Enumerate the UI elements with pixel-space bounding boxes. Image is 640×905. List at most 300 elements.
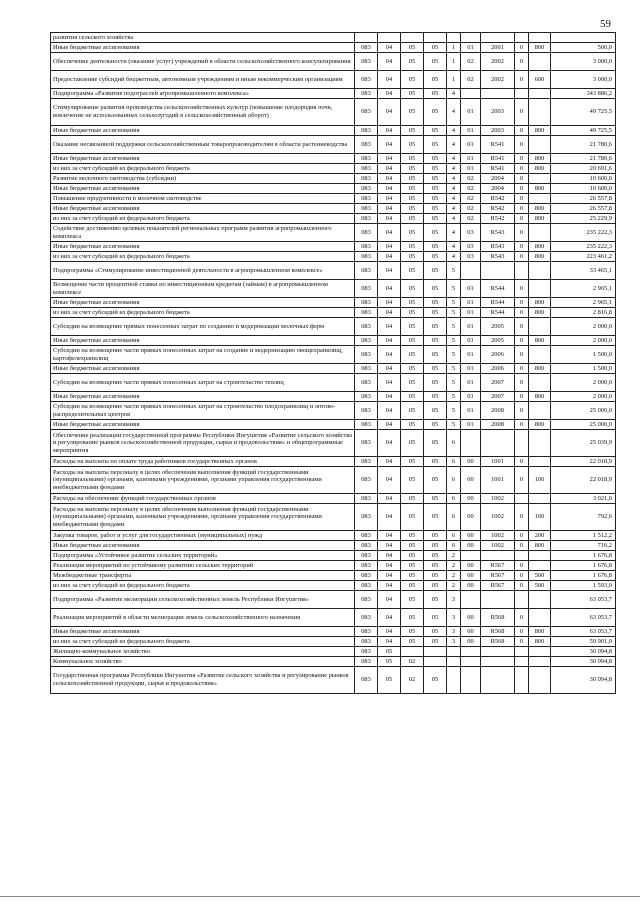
program-code [424, 33, 447, 43]
sub-expense-code [515, 494, 529, 504]
sub-expense-code: 0 [515, 609, 529, 627]
direction-code: 01 [461, 402, 481, 420]
ministry-code: 083 [355, 591, 378, 609]
amount: 2 000,0 [551, 374, 616, 392]
subsection-code: 02 [401, 657, 424, 667]
amount: 63 053,7 [551, 609, 616, 627]
program-code: 05 [424, 609, 447, 627]
subprogram-code: 6 [447, 430, 461, 457]
subsection-code: 05 [401, 224, 424, 242]
program-code: 05 [424, 242, 447, 252]
direction-code: 01 [461, 364, 481, 374]
ministry-code: 083 [355, 184, 378, 194]
row-name: Реализация мероприятий в области мелиорации земель сельскохозяйственного назначения [51, 609, 355, 627]
program-code: 05 [424, 53, 447, 71]
expense-code [481, 262, 515, 280]
table-row [51, 242, 616, 252]
row-name: Государственная программа Республики Ингушетия «Развитие сельского хозяйства и регулирование рынков сельскохозяйственной продукции, сырья и продовольствия» [51, 667, 355, 694]
ministry-code: 083 [355, 318, 378, 336]
expense-type-code [529, 457, 551, 467]
amount: 20 691,6 [551, 164, 616, 174]
row-name: Предоставление субсидий бюджетным, автономным учреждениям и иным некоммерческим организациям [51, 71, 355, 89]
sub-expense-code: 0 [515, 364, 529, 374]
table-row [51, 591, 616, 609]
amount: 792,6 [551, 504, 616, 531]
amount: 26 557,8 [551, 194, 616, 204]
ministry-code: 083 [355, 374, 378, 392]
expense-type-code [529, 318, 551, 336]
expense-type-code [529, 280, 551, 298]
section-code: 04 [378, 184, 401, 194]
direction-code: 01 [461, 318, 481, 336]
program-code: 05 [424, 154, 447, 164]
section-code: 05 [378, 647, 401, 657]
subprogram-code: 1 [447, 43, 461, 53]
row-name: Реализация мероприятий по устойчивому развитию сельских территорий [51, 561, 355, 571]
amount: 500,0 [551, 43, 616, 53]
section-code: 04 [378, 571, 401, 581]
row-name: Оказание несвязанной поддержки сельскохозяйственным товаропроизводителям в области растениеводства [51, 136, 355, 154]
subsection-code: 05 [401, 99, 424, 126]
expense-type-code: 100 [529, 504, 551, 531]
direction-code: 02 [461, 204, 481, 214]
program-code: 05 [424, 184, 447, 194]
sub-expense-code [515, 657, 529, 667]
expense-code [481, 89, 515, 99]
program-code [424, 647, 447, 657]
direction-code: 00 [461, 541, 481, 551]
table-row [51, 467, 616, 494]
section-code [378, 33, 401, 43]
table-row [51, 609, 616, 627]
ministry-code: 083 [355, 467, 378, 494]
subsection-code: 05 [401, 504, 424, 531]
row-name: Иные бюджетные ассигнования [51, 184, 355, 194]
expense-code: 2007 [481, 392, 515, 402]
subprogram-code: 4 [447, 89, 461, 99]
expense-type-code [529, 374, 551, 392]
program-code: 05 [424, 430, 447, 457]
amount: 235 222,3 [551, 242, 616, 252]
expense-type-code [529, 657, 551, 667]
row-name: из них за счет субсидий из федерального бюджета [51, 637, 355, 647]
table-row [51, 657, 616, 667]
subsection-code: 05 [401, 252, 424, 262]
section-code: 04 [378, 504, 401, 531]
ministry-code: 083 [355, 99, 378, 126]
section-code: 04 [378, 541, 401, 551]
amount: 3 000,0 [551, 71, 616, 89]
sub-expense-code: 0 [515, 126, 529, 136]
ministry-code: 083 [355, 561, 378, 571]
ministry-code: 083 [355, 504, 378, 531]
table-row [51, 154, 616, 164]
sub-expense-code: 0 [515, 204, 529, 214]
program-code: 05 [424, 71, 447, 89]
subprogram-code: 3 [447, 609, 461, 627]
section-code: 04 [378, 71, 401, 89]
section-code: 05 [378, 657, 401, 667]
section-code: 04 [378, 581, 401, 591]
row-name: Возмещение части процентной ставки по инвестиционным кредитам (займам) в агропромышленном комплексе [51, 280, 355, 298]
subsection-code: 05 [401, 561, 424, 571]
section-code: 04 [378, 430, 401, 457]
subsection-code: 02 [401, 667, 424, 694]
subprogram-code: 4 [447, 224, 461, 242]
program-code: 05 [424, 89, 447, 99]
section-code: 04 [378, 262, 401, 280]
ministry-code: 083 [355, 364, 378, 374]
expense-type-code: 800 [529, 184, 551, 194]
subprogram-code: 4 [447, 204, 461, 214]
subsection-code: 05 [401, 364, 424, 374]
table-row [51, 214, 616, 224]
subsection-code: 05 [401, 402, 424, 420]
program-code: 05 [424, 467, 447, 494]
direction-code: 02 [461, 184, 481, 194]
sub-expense-code [515, 647, 529, 657]
sub-expense-code: 0 [515, 531, 529, 541]
row-name: из них за счет субсидий из федерального бюджета [51, 164, 355, 174]
amount: 223 461,2 [551, 252, 616, 262]
subsection-code: 05 [401, 541, 424, 551]
program-code: 05 [424, 667, 447, 694]
direction-code: 02 [461, 194, 481, 204]
expense-code: 2001 [481, 43, 515, 53]
expense-type-code [529, 609, 551, 627]
table-row [51, 531, 616, 541]
subprogram-code: 4 [447, 164, 461, 174]
section-code: 04 [378, 43, 401, 53]
subprogram-code: 4 [447, 174, 461, 184]
ministry-code: 083 [355, 667, 378, 694]
section-code: 04 [378, 494, 401, 504]
sub-expense-code: 0 [515, 214, 529, 224]
direction-code: 00 [461, 581, 481, 591]
expense-type-code: 500 [529, 571, 551, 581]
ministry-code: 083 [355, 541, 378, 551]
amount: 49 725,5 [551, 99, 616, 126]
section-code: 04 [378, 164, 401, 174]
row-name: Иные бюджетные ассигнования [51, 154, 355, 164]
direction-code: 01 [461, 392, 481, 402]
ministry-code: 083 [355, 336, 378, 346]
ministry-code: 083 [355, 551, 378, 561]
expense-type-code: 600 [529, 71, 551, 89]
expense-code: R542 [481, 214, 515, 224]
direction-code: 01 [461, 308, 481, 318]
amount: 22 018,9 [551, 457, 616, 467]
row-name: Субсидии на возмещение части прямых понесенных затрат на создание и модернизацию овощехранилищ, картофелехранилищ [51, 346, 355, 364]
ministry-code: 083 [355, 43, 378, 53]
ministry-code: 083 [355, 308, 378, 318]
amount: 25 039,9 [551, 430, 616, 457]
expense-type-code: 800 [529, 252, 551, 262]
table-row [51, 581, 616, 591]
program-code: 05 [424, 214, 447, 224]
table-row [51, 53, 616, 71]
subprogram-code: 4 [447, 194, 461, 204]
table-row [51, 33, 616, 43]
direction-code: 00 [461, 494, 481, 504]
program-code: 05 [424, 336, 447, 346]
subprogram-code: 6 [447, 541, 461, 551]
row-name: Подпрограмма «Развитие подотраслей агропромышленного комплекса» [51, 89, 355, 99]
row-name: Обеспечение реализации государственной программы Республики Ингушетия «Развитие сельского хозяйства и регулирование рынков сельскохозяйственной продукции, сырья и продовольствия» и общепрограммные мероприятия [51, 430, 355, 457]
program-code: 05 [424, 298, 447, 308]
amount: 22 018,9 [551, 467, 616, 494]
program-code: 05 [424, 174, 447, 184]
amount: 1 500,0 [551, 364, 616, 374]
row-name: Закупка товаров, работ и услуг для государственных (муниципальных) нужд [51, 531, 355, 541]
table-row [51, 637, 616, 647]
expense-code: 2007 [481, 374, 515, 392]
table-row [51, 627, 616, 637]
expense-code: R541 [481, 164, 515, 174]
ministry-code: 083 [355, 402, 378, 420]
direction-code: 00 [461, 457, 481, 467]
section-code: 04 [378, 252, 401, 262]
direction-code [461, 33, 481, 43]
program-code: 05 [424, 402, 447, 420]
subprogram-code [447, 33, 461, 43]
expense-type-code: 800 [529, 627, 551, 637]
table-row [51, 71, 616, 89]
sub-expense-code: 0 [515, 164, 529, 174]
expense-code: 1002 [481, 504, 515, 531]
amount: 26 557,8 [551, 204, 616, 214]
table-row [51, 298, 616, 308]
amount: 1 676,8 [551, 571, 616, 581]
subprogram-code [447, 647, 461, 657]
expense-code: R544 [481, 298, 515, 308]
expense-code: R542 [481, 194, 515, 204]
subsection-code: 05 [401, 581, 424, 591]
subprogram-code: 5 [447, 262, 461, 280]
table-row [51, 667, 616, 694]
sub-expense-code: 0 [515, 318, 529, 336]
table-row [51, 430, 616, 457]
subsection-code: 05 [401, 457, 424, 467]
expense-type-code [529, 174, 551, 184]
row-name: Межбюджетные трансферты [51, 571, 355, 581]
program-code: 05 [424, 551, 447, 561]
expense-type-code [529, 262, 551, 280]
amount: 716,2 [551, 541, 616, 551]
expense-code: R567 [481, 561, 515, 571]
expense-type-code [529, 647, 551, 657]
subprogram-code: 3 [447, 627, 461, 637]
program-code: 05 [424, 43, 447, 53]
ministry-code: 083 [355, 53, 378, 71]
amount: 3 000,0 [551, 53, 616, 71]
row-name: Субсидии на возмещение части прямых понесенных затрат на строительство теплиц [51, 374, 355, 392]
ministry-code: 083 [355, 657, 378, 667]
ministry-code: 083 [355, 581, 378, 591]
direction-code: 01 [461, 126, 481, 136]
subprogram-code: 4 [447, 136, 461, 154]
subprogram-code: 5 [447, 280, 461, 298]
amount: 49 725,5 [551, 126, 616, 136]
program-code: 05 [424, 194, 447, 204]
direction-code [461, 667, 481, 694]
budget-table [50, 32, 616, 694]
sub-expense-code: 0 [515, 174, 529, 184]
subprogram-code: 3 [447, 591, 461, 609]
expense-code: 2005 [481, 318, 515, 336]
amount: 63 053,7 [551, 627, 616, 637]
subsection-code: 05 [401, 204, 424, 214]
table-row [51, 494, 616, 504]
expense-code [481, 647, 515, 657]
subprogram-code: 5 [447, 298, 461, 308]
section-code: 04 [378, 551, 401, 561]
program-code: 05 [424, 504, 447, 531]
program-code: 05 [424, 164, 447, 174]
row-name: Иные бюджетные ассигнования [51, 242, 355, 252]
sub-expense-code: 0 [515, 252, 529, 262]
table-row [51, 374, 616, 392]
ministry-code: 083 [355, 298, 378, 308]
subsection-code: 05 [401, 392, 424, 402]
ministry-code: 083 [355, 136, 378, 154]
amount: 1 676,8 [551, 561, 616, 571]
subsection-code [401, 647, 424, 657]
ministry-code: 083 [355, 457, 378, 467]
subsection-code: 05 [401, 467, 424, 494]
ministry-code: 083 [355, 164, 378, 174]
row-name: Подпрограмма «Стимулирование инвестиционной деятельности в агропромышленном комплексе» [51, 262, 355, 280]
sub-expense-code: 0 [515, 571, 529, 581]
table-row [51, 504, 616, 531]
expense-code [481, 667, 515, 694]
sub-expense-code: 0 [515, 467, 529, 494]
direction-code: 00 [461, 609, 481, 627]
amount: 21 780,6 [551, 154, 616, 164]
expense-type-code [529, 33, 551, 43]
amount: 2 000,0 [551, 336, 616, 346]
section-code: 04 [378, 53, 401, 71]
expense-code: R541 [481, 136, 515, 154]
table-row [51, 126, 616, 136]
program-code: 05 [424, 204, 447, 214]
direction-code: 01 [461, 374, 481, 392]
program-code: 05 [424, 627, 447, 637]
subsection-code: 05 [401, 89, 424, 99]
sub-expense-code: 0 [515, 627, 529, 637]
expense-type-code [529, 194, 551, 204]
amount: 25 000,0 [551, 420, 616, 430]
sub-expense-code [515, 33, 529, 43]
section-code: 04 [378, 308, 401, 318]
sub-expense-code [515, 89, 529, 99]
row-name: Повышение продуктивности в молочном скотоводстве [51, 194, 355, 204]
subprogram-code: 4 [447, 242, 461, 252]
table-row [51, 541, 616, 551]
expense-type-code [529, 99, 551, 126]
subprogram-code: 5 [447, 346, 461, 364]
expense-code: R544 [481, 308, 515, 318]
amount: 59 901,0 [551, 637, 616, 647]
amount: 33 465,1 [551, 262, 616, 280]
section-code: 04 [378, 561, 401, 571]
subsection-code: 05 [401, 126, 424, 136]
program-code: 05 [424, 224, 447, 242]
expense-code: 2006 [481, 364, 515, 374]
row-name: Стимулирование развития производства сельскохозяйственных культур (повышение плодородия почв, вовлечение не использованных сельхозугодий в сельскохозяйственный оборот) [51, 99, 355, 126]
amount: 10 600,0 [551, 174, 616, 184]
program-code: 05 [424, 308, 447, 318]
subsection-code: 05 [401, 194, 424, 204]
direction-code: 00 [461, 504, 481, 531]
table-row [51, 364, 616, 374]
row-name: Иные бюджетные ассигнования [51, 627, 355, 637]
direction-code [461, 591, 481, 609]
row-name: Субсидии на возмещение прямых понесенных затрат по созданию и модернизации молочных ферм [51, 318, 355, 336]
program-code: 05 [424, 591, 447, 609]
direction-code: 03 [461, 252, 481, 262]
subsection-code: 05 [401, 494, 424, 504]
sub-expense-code: 0 [515, 184, 529, 194]
section-code: 04 [378, 457, 401, 467]
amount: 25 000,0 [551, 402, 616, 420]
direction-code: 00 [461, 571, 481, 581]
subsection-code: 05 [401, 551, 424, 561]
section-code: 04 [378, 89, 401, 99]
sub-expense-code: 0 [515, 420, 529, 430]
sub-expense-code [515, 262, 529, 280]
program-code: 05 [424, 252, 447, 262]
expense-type-code: 800 [529, 126, 551, 136]
section-code: 04 [378, 420, 401, 430]
sub-expense-code [515, 591, 529, 609]
row-name: Иные бюджетные ассигнования [51, 392, 355, 402]
subsection-code: 05 [401, 164, 424, 174]
sub-expense-code: 0 [515, 242, 529, 252]
section-code: 04 [378, 174, 401, 184]
amount: 30 094,8 [551, 647, 616, 657]
sub-expense-code: 0 [515, 99, 529, 126]
expense-type-code: 800 [529, 164, 551, 174]
sub-expense-code: 0 [515, 346, 529, 364]
amount: 1 512,2 [551, 531, 616, 541]
subsection-code: 05 [401, 430, 424, 457]
row-name: Иные бюджетные ассигнования [51, 336, 355, 346]
subsection-code: 05 [401, 214, 424, 224]
program-code: 05 [424, 99, 447, 126]
expense-type-code: 800 [529, 336, 551, 346]
subsection-code: 05 [401, 174, 424, 184]
subsection-code: 05 [401, 71, 424, 89]
expense-code: 2003 [481, 99, 515, 126]
sub-expense-code: 0 [515, 402, 529, 420]
program-code: 05 [424, 262, 447, 280]
expense-code: 2004 [481, 184, 515, 194]
direction-code: 03 [461, 224, 481, 242]
program-code: 05 [424, 561, 447, 571]
section-code: 04 [378, 392, 401, 402]
direction-code [461, 647, 481, 657]
table-row [51, 43, 616, 53]
direction-code: 01 [461, 298, 481, 308]
expense-type-code: 800 [529, 298, 551, 308]
table-row [51, 194, 616, 204]
direction-code: 00 [461, 561, 481, 571]
ministry-code: 083 [355, 89, 378, 99]
subprogram-code: 5 [447, 392, 461, 402]
sub-expense-code [515, 667, 529, 694]
amount: 30 094,8 [551, 657, 616, 667]
